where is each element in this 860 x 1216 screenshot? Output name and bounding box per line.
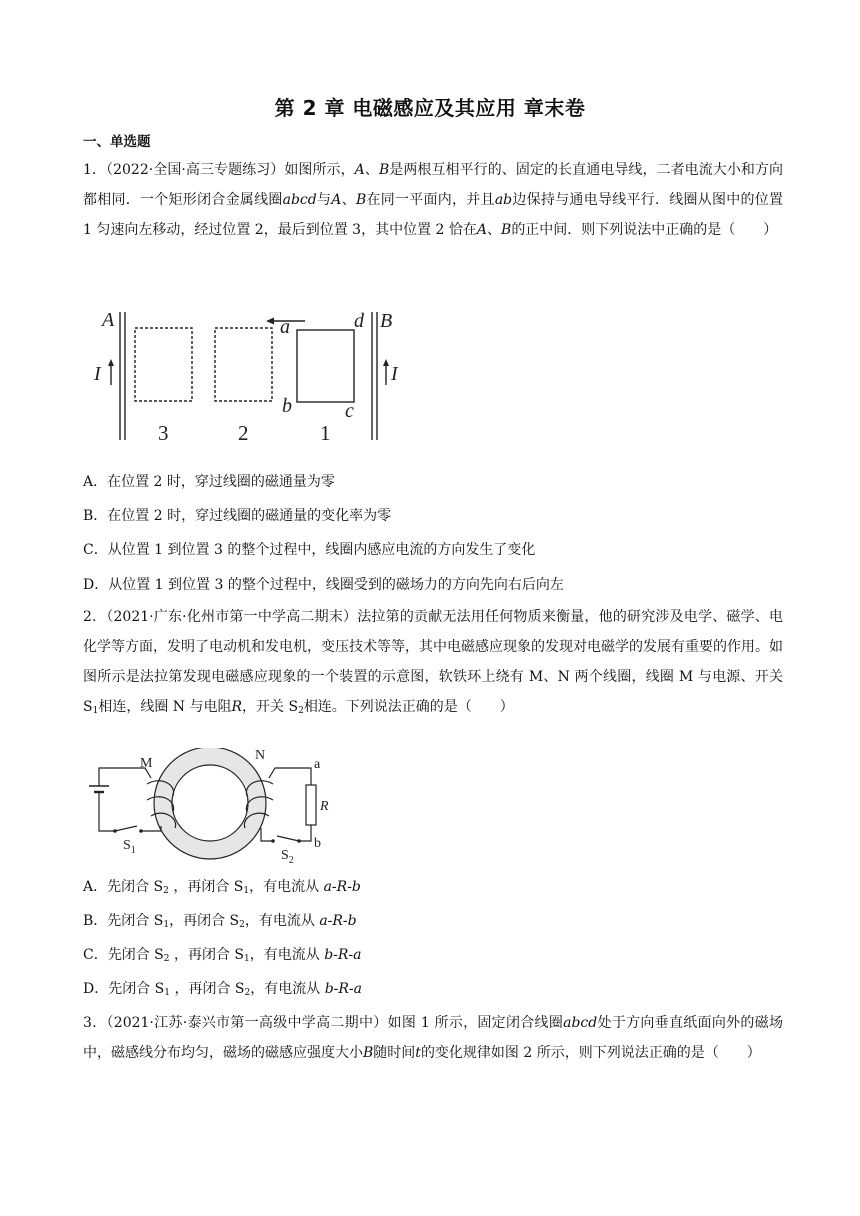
label-I-left: I bbox=[94, 363, 101, 385]
label-A: A bbox=[102, 309, 115, 331]
switch-S1-blade bbox=[115, 826, 137, 831]
position-2-label: 2 bbox=[238, 421, 249, 445]
switch-S2-blade bbox=[277, 836, 299, 841]
coil-position-1 bbox=[297, 330, 354, 402]
q2-option-b: B．先闭合 $S_1$，再闭合 $S_2$，有电流从 a-R-b bbox=[83, 913, 357, 930]
resistor-R bbox=[306, 785, 316, 825]
label-a: a bbox=[280, 316, 290, 338]
switch-S2-contact bbox=[271, 839, 275, 843]
label-S2: $S_2$ bbox=[281, 848, 294, 866]
label-b: b bbox=[314, 836, 321, 851]
question-number: 2． bbox=[83, 609, 107, 625]
question-number: 1． bbox=[83, 162, 107, 178]
coil-position-3 bbox=[135, 328, 192, 401]
q2-figure-faraday-ring bbox=[85, 748, 345, 868]
coil-position-2 bbox=[215, 328, 272, 401]
wire-M-left bbox=[99, 792, 115, 831]
position-1-label: 1 bbox=[320, 421, 331, 445]
label-M: M bbox=[140, 756, 153, 771]
label-a: a bbox=[314, 757, 321, 772]
wire-M-bottom bbox=[141, 826, 161, 831]
question-source: （2021·江苏·泰兴市第一高级中学高二期中） bbox=[106, 1015, 388, 1031]
wire-N-right bbox=[299, 825, 311, 841]
label-c: c bbox=[345, 400, 354, 422]
label-b: b bbox=[282, 395, 292, 417]
iron-ring-inner bbox=[172, 765, 248, 841]
q2-option-c: C．先闭合 $S_2$ ，再闭合 $S_1$，有电流从 b-R-a bbox=[83, 947, 362, 964]
q1-option-a: A．在位置 2 时，穿过线圈的磁通量为零 bbox=[83, 474, 335, 490]
label-N: N bbox=[255, 748, 266, 763]
wire-N-top bbox=[269, 768, 311, 785]
q1-option-d: D．从位置 1 到位置 3 的整个过程中，线圈受到的磁场力的方向先向右后向左 bbox=[83, 577, 564, 593]
q1-figure-parallel-wires bbox=[90, 300, 410, 450]
label-R: R bbox=[320, 799, 329, 814]
q1-option-c: C．从位置 1 到位置 3 的整个过程中，线圈内感应电流的方向发生了变化 bbox=[83, 542, 536, 558]
current-arrow-right-head bbox=[383, 359, 389, 366]
q2-option-d: D．先闭合 $S_1$ ，再闭合 $S_2$，有电流从 b-R-a bbox=[83, 981, 362, 998]
switch-S1-contact bbox=[139, 829, 143, 833]
question-number: 3． bbox=[83, 1015, 107, 1031]
question-2-stem: 2．（2021·广东·化州市第一中学高二期末）法拉第的贡献无法用任何物质来衡量，他的研究涉及电学、磁学、电化学等方面，发明了电动机和发电机，变压技术等等，其中电磁感应现象的发现对电磁学的发展有重要的作用。如图所示是法拉第发现电磁感应现象的一个装置的示意图，软铁环上绕有 M、N 两个线圈，线圈 M 与电源、开关 $S_1$相连，线圈 N 与电阻R，开关 $S_2$相连。下列说法正确的是（ ） bbox=[83, 609, 784, 716]
position-3-label: 3 bbox=[158, 421, 169, 445]
q1-option-b: B．在位置 2 时，穿过线圈的磁通量的变化率为零 bbox=[83, 508, 392, 524]
switch-S2-pivot bbox=[297, 839, 301, 843]
current-arrow-left-head bbox=[108, 359, 114, 366]
label-S1: $S_1$ bbox=[123, 838, 136, 856]
switch-S1-pivot bbox=[113, 829, 117, 833]
question-source: （2022·全国·高三专题练习） bbox=[106, 162, 285, 178]
question-source: （2021·广东·化州市第一中学高二期末） bbox=[106, 609, 358, 625]
q2-option-a: A．先闭合 $S_2$ ，再闭合 $S_1$，有电流从 a-R-b bbox=[83, 879, 361, 896]
question-3-stem: 3．（2021·江苏·泰兴市第一高级中学高二期中）如图 1 所示，固定闭合线圈abcd处于方向垂直纸面向外的磁场中，磁感线分布均匀，磁场的磁感应强度大小B随时间t的变化规律如图 2 所示，则下列说法正确的是（ ） bbox=[83, 1015, 783, 1061]
label-I-right: I bbox=[391, 363, 398, 385]
motion-arrow-head bbox=[266, 318, 274, 325]
label-d: d bbox=[354, 310, 364, 332]
section-heading: 一、单选题 bbox=[83, 134, 151, 150]
wire-N-bottom bbox=[261, 828, 273, 841]
label-B: B bbox=[380, 310, 393, 332]
question-1-stem: 1．（2022·全国·高三专题练习）如图所示，A、B是两根互相平行的、固定的长直通电导线，二者电流大小和方向都相同．一个矩形闭合金属线圈abcd与A、B在同一平面内，并且ab边保持与通电导线平行．线圈从图中的位置 1 匀速向左移动，经过位置 2，最后到位置 3，其中位置 2 恰在A、B的正中间．则下列说法中正确的是（ ） bbox=[83, 162, 784, 238]
page-title: 第 2 章 电磁感应及其应用 章末卷 bbox=[274, 96, 586, 120]
